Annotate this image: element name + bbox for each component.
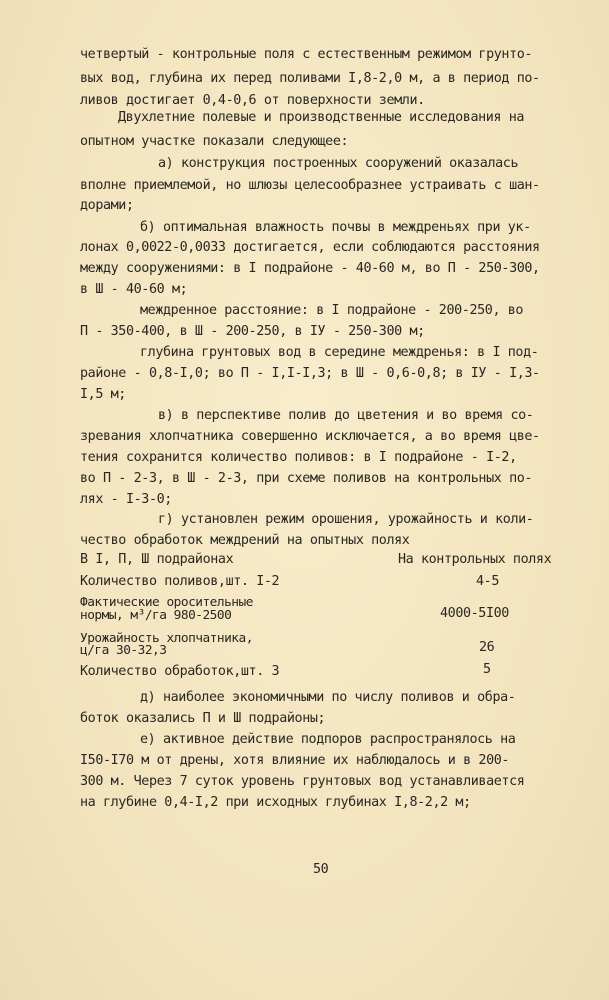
page-number: 50 — [313, 862, 329, 877]
text-line: б) оптимальная влажность почвы в междреньях при ук- — [140, 220, 531, 235]
text-line: а) конструкция построенных сооружений оказалась — [158, 156, 519, 171]
text-line: боток оказались П и Ш подрайоны; — [80, 711, 326, 726]
text-line: П - 350-400, в Ш - 200-250, в IУ - 250-300 м; — [80, 324, 425, 339]
text-line: д) наиболее экономичными по числу поливов и обра- — [140, 690, 516, 705]
text-line: дорами; — [80, 198, 134, 213]
table-row-label: Количество обработок,шт. 3 — [80, 664, 280, 679]
text-line: ливов достигает 0,4-0,6 от поверхности земли. — [80, 93, 425, 108]
text-line: е) активное действие подпоров распространялось на — [140, 732, 516, 747]
table-row-label: Урожайность хлопчатника, — [80, 631, 253, 646]
text-line: лях - I-3-0; — [80, 492, 172, 507]
text-line: 300 м. Через 7 суток уровень грунтовых вод устанавливается — [80, 774, 525, 789]
text-line: I50-I70 м от дрены, хотя влияние их наблюдалось и в 200- — [80, 753, 510, 768]
text-line: тения сохранится количество поливов: в I подрайоне - I-2, — [80, 450, 517, 465]
text-line: I,5 м; — [80, 387, 126, 402]
table-header-right: На контрольных полях — [398, 552, 552, 567]
table-header-left: В I, П, Ш подрайонах — [80, 552, 234, 567]
text-line: на глубине 0,4-I,2 при исходных глубинах I,8-2,2 м; — [80, 795, 471, 810]
table-row-value: 4000-5I00 — [440, 606, 509, 621]
text-line: глубина грунтовых вод в середине междренья: в I под- — [140, 345, 539, 360]
text-line: лонах 0,0022-0,0033 достигается, если соблюдаются расстояния — [80, 240, 540, 255]
text-line: в) в перспективе полив до цветения и во время со- — [158, 408, 534, 423]
table-row-value: 5 — [483, 662, 491, 677]
text-line: междренное расстояние: в I подрайоне - 200-250, во — [140, 303, 524, 318]
text-line: во П - 2-3, в Ш - 2-3, при схеме поливов на контрольных по- — [80, 471, 533, 486]
text-line: Двухлетние полевые и производственные исследования на — [118, 110, 525, 125]
text-line: опытном участке показали следующее: — [80, 134, 349, 149]
text-line: районе - 0,8-I,0; во П - I,I-I,3; в Ш - 0,6-0,8; в IУ - I,3- — [80, 366, 540, 381]
text-line: чество обработок междрений на опытных полях — [80, 533, 410, 548]
text-line: между сооружениями: в I подрайоне - 40-60 м, во П - 250-300, — [80, 261, 540, 276]
table-row-label: ц/га 30-32,3 — [80, 643, 167, 658]
text-line: г) установлен режим орошения, урожайность и коли- — [158, 512, 534, 527]
table-row-value: 4-5 — [476, 574, 499, 589]
text-line: вполне приемлемой, но шлюзы целесообразнее устраивать с шан- — [80, 178, 540, 193]
table-row-label: Количество поливов,шт. I-2 — [80, 574, 280, 589]
table-row-value: 26 — [479, 640, 495, 655]
text-line: четвертый - контрольные поля с естественным режимом грунто- — [80, 47, 533, 62]
text-line: зревания хлопчатника совершенно исключается, а во время цве- — [80, 429, 540, 444]
text-line: вых вод, глубина их перед поливами I,8-2,0 м, а в период по- — [80, 71, 540, 86]
table-row-label: Фактические оросительные — [80, 595, 253, 610]
text-line: в Ш - 40-60 м; — [80, 282, 188, 297]
table-row-label: нормы, м³/га 980-2500 — [80, 608, 232, 623]
